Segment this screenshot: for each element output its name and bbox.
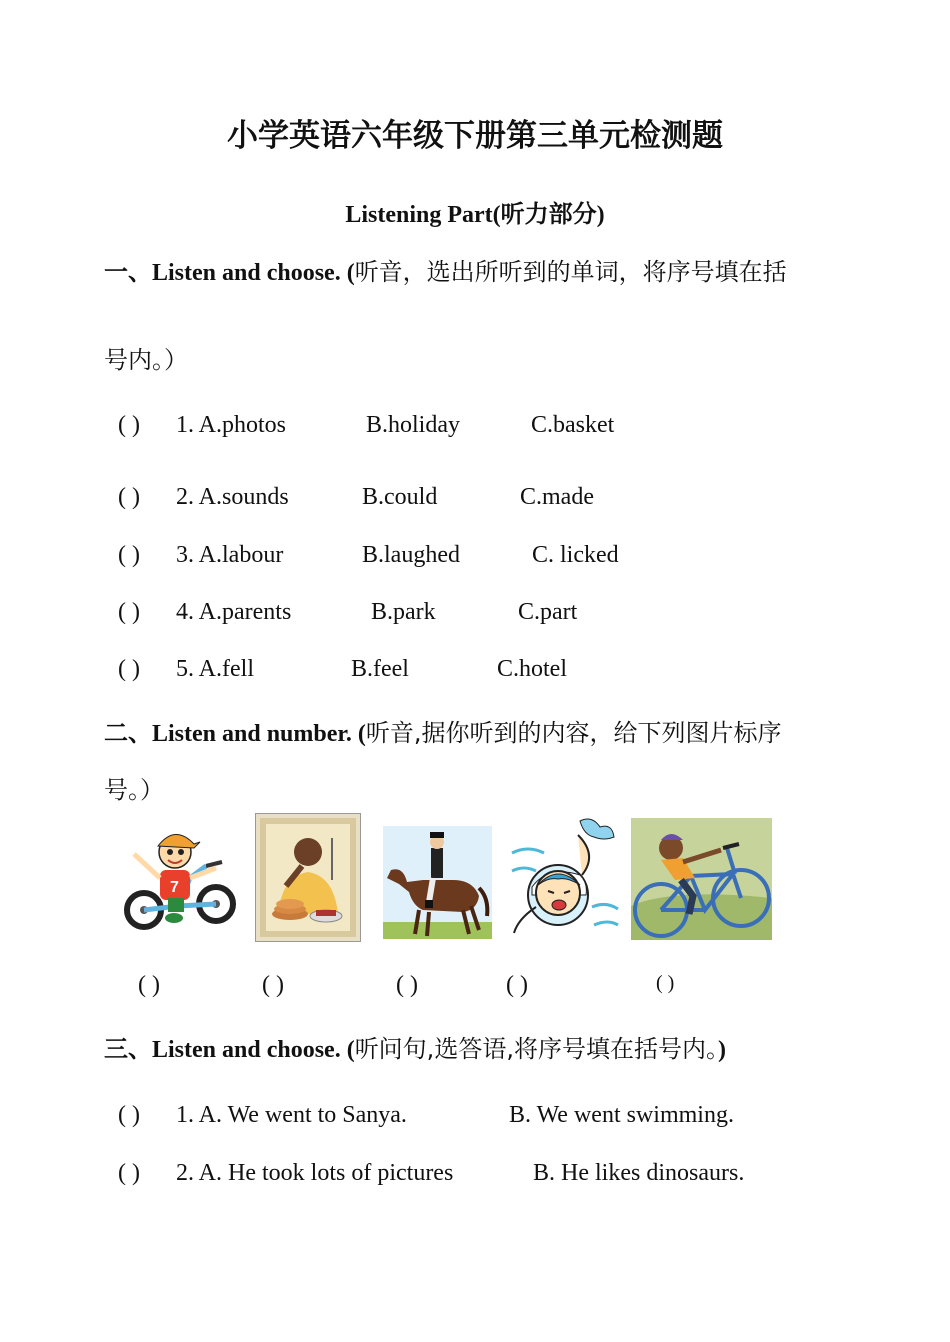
section2-heading-cont (104, 770, 164, 805)
subtitle (0, 194, 950, 229)
option-c: C.basket (531, 412, 615, 438)
picture-horse-riding (383, 826, 492, 939)
picture-cycling (631, 818, 772, 940)
subtitle-cn: 听力部分 (500, 200, 597, 228)
answer-blank[interactable]: ( ) (118, 599, 140, 625)
picture-1-blank[interactable]: ( ) (138, 972, 160, 998)
section3-title-en: Listen and choose. ( (152, 1037, 355, 1063)
option-c: C.hotel (497, 656, 567, 682)
section3-number: 三、 (104, 1035, 152, 1063)
option-a: 2. A.sounds (176, 484, 289, 510)
answer-blank[interactable]: ( ) (118, 1102, 140, 1128)
section1-number: 一、 (104, 258, 152, 286)
section2-heading (104, 713, 781, 748)
option-b: B. He likes dinosaurs. (533, 1160, 745, 1186)
section3-close: ) (717, 1037, 726, 1063)
picture-boy-eating (255, 813, 361, 942)
picture-3-blank[interactable]: ( ) (396, 972, 418, 998)
option-a: 1. A. We went to Sanya. (176, 1102, 407, 1128)
section1-instruction: 听音，选出所听到的单词，将序号填在括 (354, 258, 787, 286)
picture-boy-riding-bike (120, 822, 240, 932)
option-c: C.made (520, 484, 594, 510)
subtitle-close: ) (596, 202, 605, 228)
section2-number: 二、 (104, 719, 152, 747)
section2-title-en: Listen and number. ( (152, 721, 366, 747)
page-title: 小学英语六年级下册第三单元检测题 (227, 118, 723, 154)
option-b: B. We went swimming. (509, 1102, 734, 1128)
option-a: 4. A.parents (176, 599, 292, 625)
option-b: B.feel (351, 656, 409, 682)
option-c: C. licked (532, 542, 619, 568)
subtitle-en: Listening Part( (345, 202, 501, 228)
option-a: 1. A.photos (176, 412, 287, 438)
option-b: B.park (371, 599, 436, 625)
option-a: 5. A.fell (176, 656, 254, 682)
picture-boy-swimming (508, 815, 620, 940)
section1-instruction-cont: 号内。） (104, 346, 188, 374)
option-a: 2. A. He took lots of pictures (176, 1160, 454, 1186)
section3-heading (104, 1029, 726, 1064)
section1-heading-cont (104, 340, 188, 375)
svg-text:7: 7 (170, 879, 179, 896)
option-b: B.laughed (362, 542, 460, 568)
section3-instruction: 听问句,选答语,将序号填在括号内。 (354, 1035, 718, 1063)
answer-blank[interactable]: ( ) (118, 542, 140, 568)
answer-blank[interactable]: ( ) (118, 656, 140, 682)
section1-heading (104, 252, 787, 287)
option-b: B.holiday (366, 412, 460, 438)
section2-instruction: 听音,据你听到的内容，给下列图片标序 (365, 719, 782, 747)
picture-4-blank[interactable]: ( ) (506, 972, 528, 998)
option-c: C.part (518, 599, 578, 625)
section2-instruction-cont: 号。） (104, 776, 164, 804)
picture-2-blank[interactable]: ( ) (262, 972, 284, 998)
picture-5-blank[interactable]: ( ) (656, 972, 675, 994)
answer-blank[interactable]: ( ) (118, 412, 140, 438)
option-a: 3. A.labour (176, 542, 284, 568)
answer-blank[interactable]: ( ) (118, 1160, 140, 1186)
section1-title-en: Listen and choose. ( (152, 260, 355, 286)
answer-blank[interactable]: ( ) (118, 484, 140, 510)
option-b: B.could (362, 484, 438, 510)
